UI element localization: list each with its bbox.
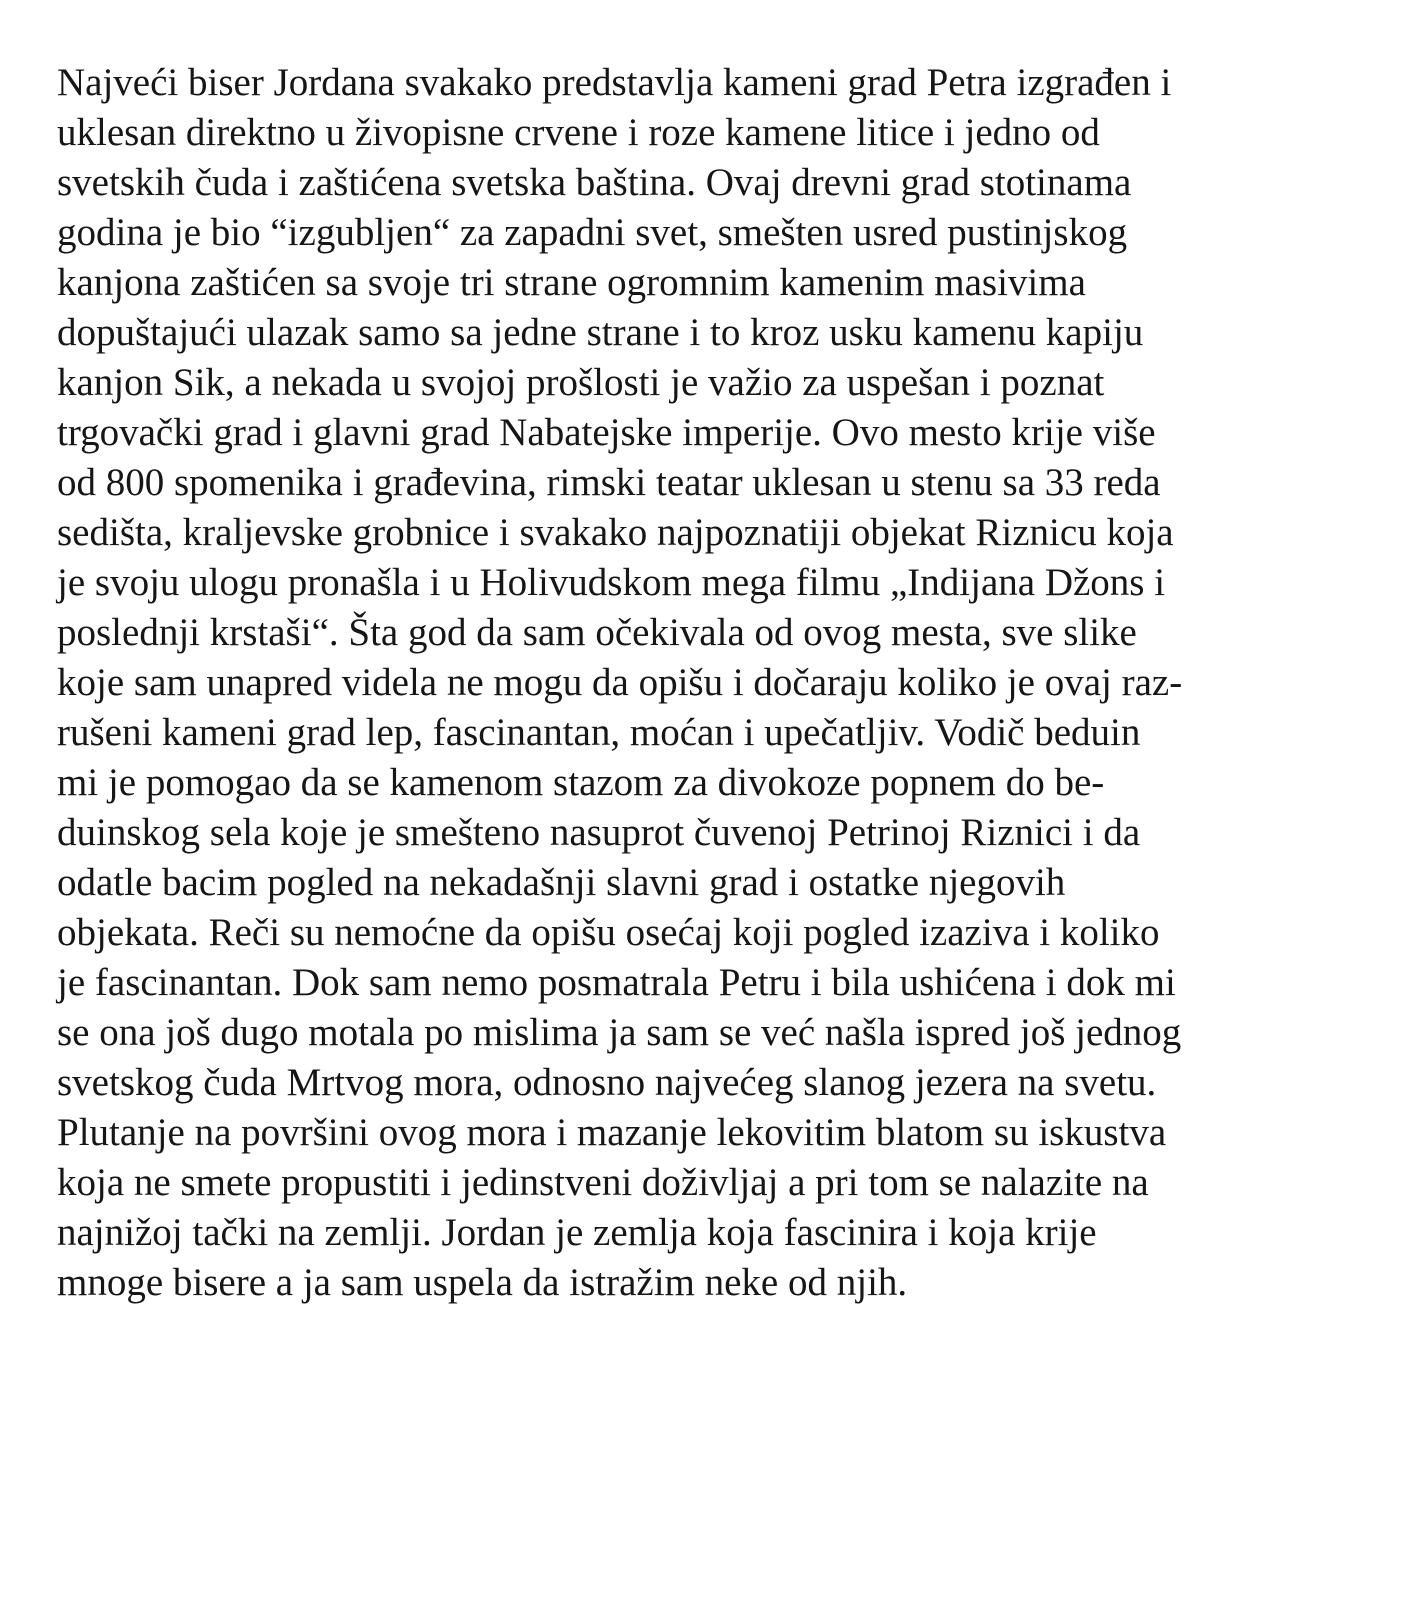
paragraph-line: kanjona zaštićen sa svoje tri strane ogromnim kamenim masivima <box>57 261 1086 304</box>
article-paragraph <box>57 58 1357 1308</box>
paragraph-line: je fascinantan. Dok sam nemo posmatrala Petru i bila ushićena i dok mi <box>57 961 1176 1004</box>
paragraph-line: sedišta, kraljevske grobnice i svakako najpoznatiji objekat Riznicu koja <box>57 511 1174 554</box>
paragraph-line: koje sam unapred videla ne mogu da opišu i dočaraju koliko je ovaj raz- <box>57 661 1183 704</box>
paragraph-line: svetskih čuda i zaštićena svetska baština. Ovaj drevni grad stotinama <box>57 161 1132 204</box>
paragraph-line: trgovački grad i glavni grad Nabatejske imperije. Ovo mesto krije više <box>57 411 1156 454</box>
paragraph-line: najnižoj tački na zemlji. Jordan je zemlja koja fascinira i koja krije <box>57 1211 1097 1254</box>
paragraph-line: poslednji krstaši“. Šta god da sam očekivala od ovog mesta, sve slike <box>57 611 1137 654</box>
paragraph-line: svetskog čuda Mrtvog mora, odnosno najvećeg slanog jezera na svetu. <box>57 1061 1157 1104</box>
paragraph-line: dopuštajući ulazak samo sa jedne strane i to kroz usku kamenu kapiju <box>57 311 1144 354</box>
paragraph-line: duinskog sela koje je smešteno nasuprot čuvenoj Petrinoj Riznici i da <box>57 811 1141 854</box>
paragraph-line: mnoge bisere a ja sam uspela da istražim neke od njih. <box>57 1261 908 1304</box>
paragraph-line: kanjon Sik, a nekada u svojoj prošlosti je važio za uspešan i poznat <box>57 361 1105 404</box>
paragraph-line: mi je pomogao da se kamenom stazom za divokoze popnem do be- <box>57 761 1105 804</box>
paragraph-line: Najveći biser Jordana svakako predstavlja kameni grad Petra izgrađen i <box>57 61 1172 104</box>
paragraph-line: rušeni kameni grad lep, fascinantan, moćan i upečatljiv. Vodič beduin <box>57 711 1141 754</box>
paragraph-line: Plutanje na površini ovog mora i mazanje lekovitim blatom su iskustva <box>57 1111 1167 1154</box>
paragraph-line: odatle bacim pogled na nekadašnji slavni grad i ostatke njegovih <box>57 861 1066 904</box>
paragraph-line: uklesan direktno u živopisne crvene i roze kamene litice i jedno od <box>57 111 1100 154</box>
paragraph-line: je svoju ulogu pronašla i u Holivudskom mega filmu „Indijana Džons i <box>57 561 1166 604</box>
paragraph-line: objekata. Reči su nemoćne da opišu osećaj koji pogled izaziva i koliko <box>57 911 1160 954</box>
paragraph-line: se ona još dugo motala po mislima ja sam se već našla ispred još jednog <box>57 1011 1182 1054</box>
paragraph-line: godina je bio “izgubljen“ za zapadni svet, smešten usred pustinjskog <box>57 211 1128 254</box>
paragraph-line: koja ne smete propustiti i jedinstveni doživljaj a pri tom se nalazite na <box>57 1161 1149 1204</box>
paragraph-line: od 800 spomenika i građevina, rimski teatar uklesan u stenu sa 33 reda <box>57 461 1161 504</box>
